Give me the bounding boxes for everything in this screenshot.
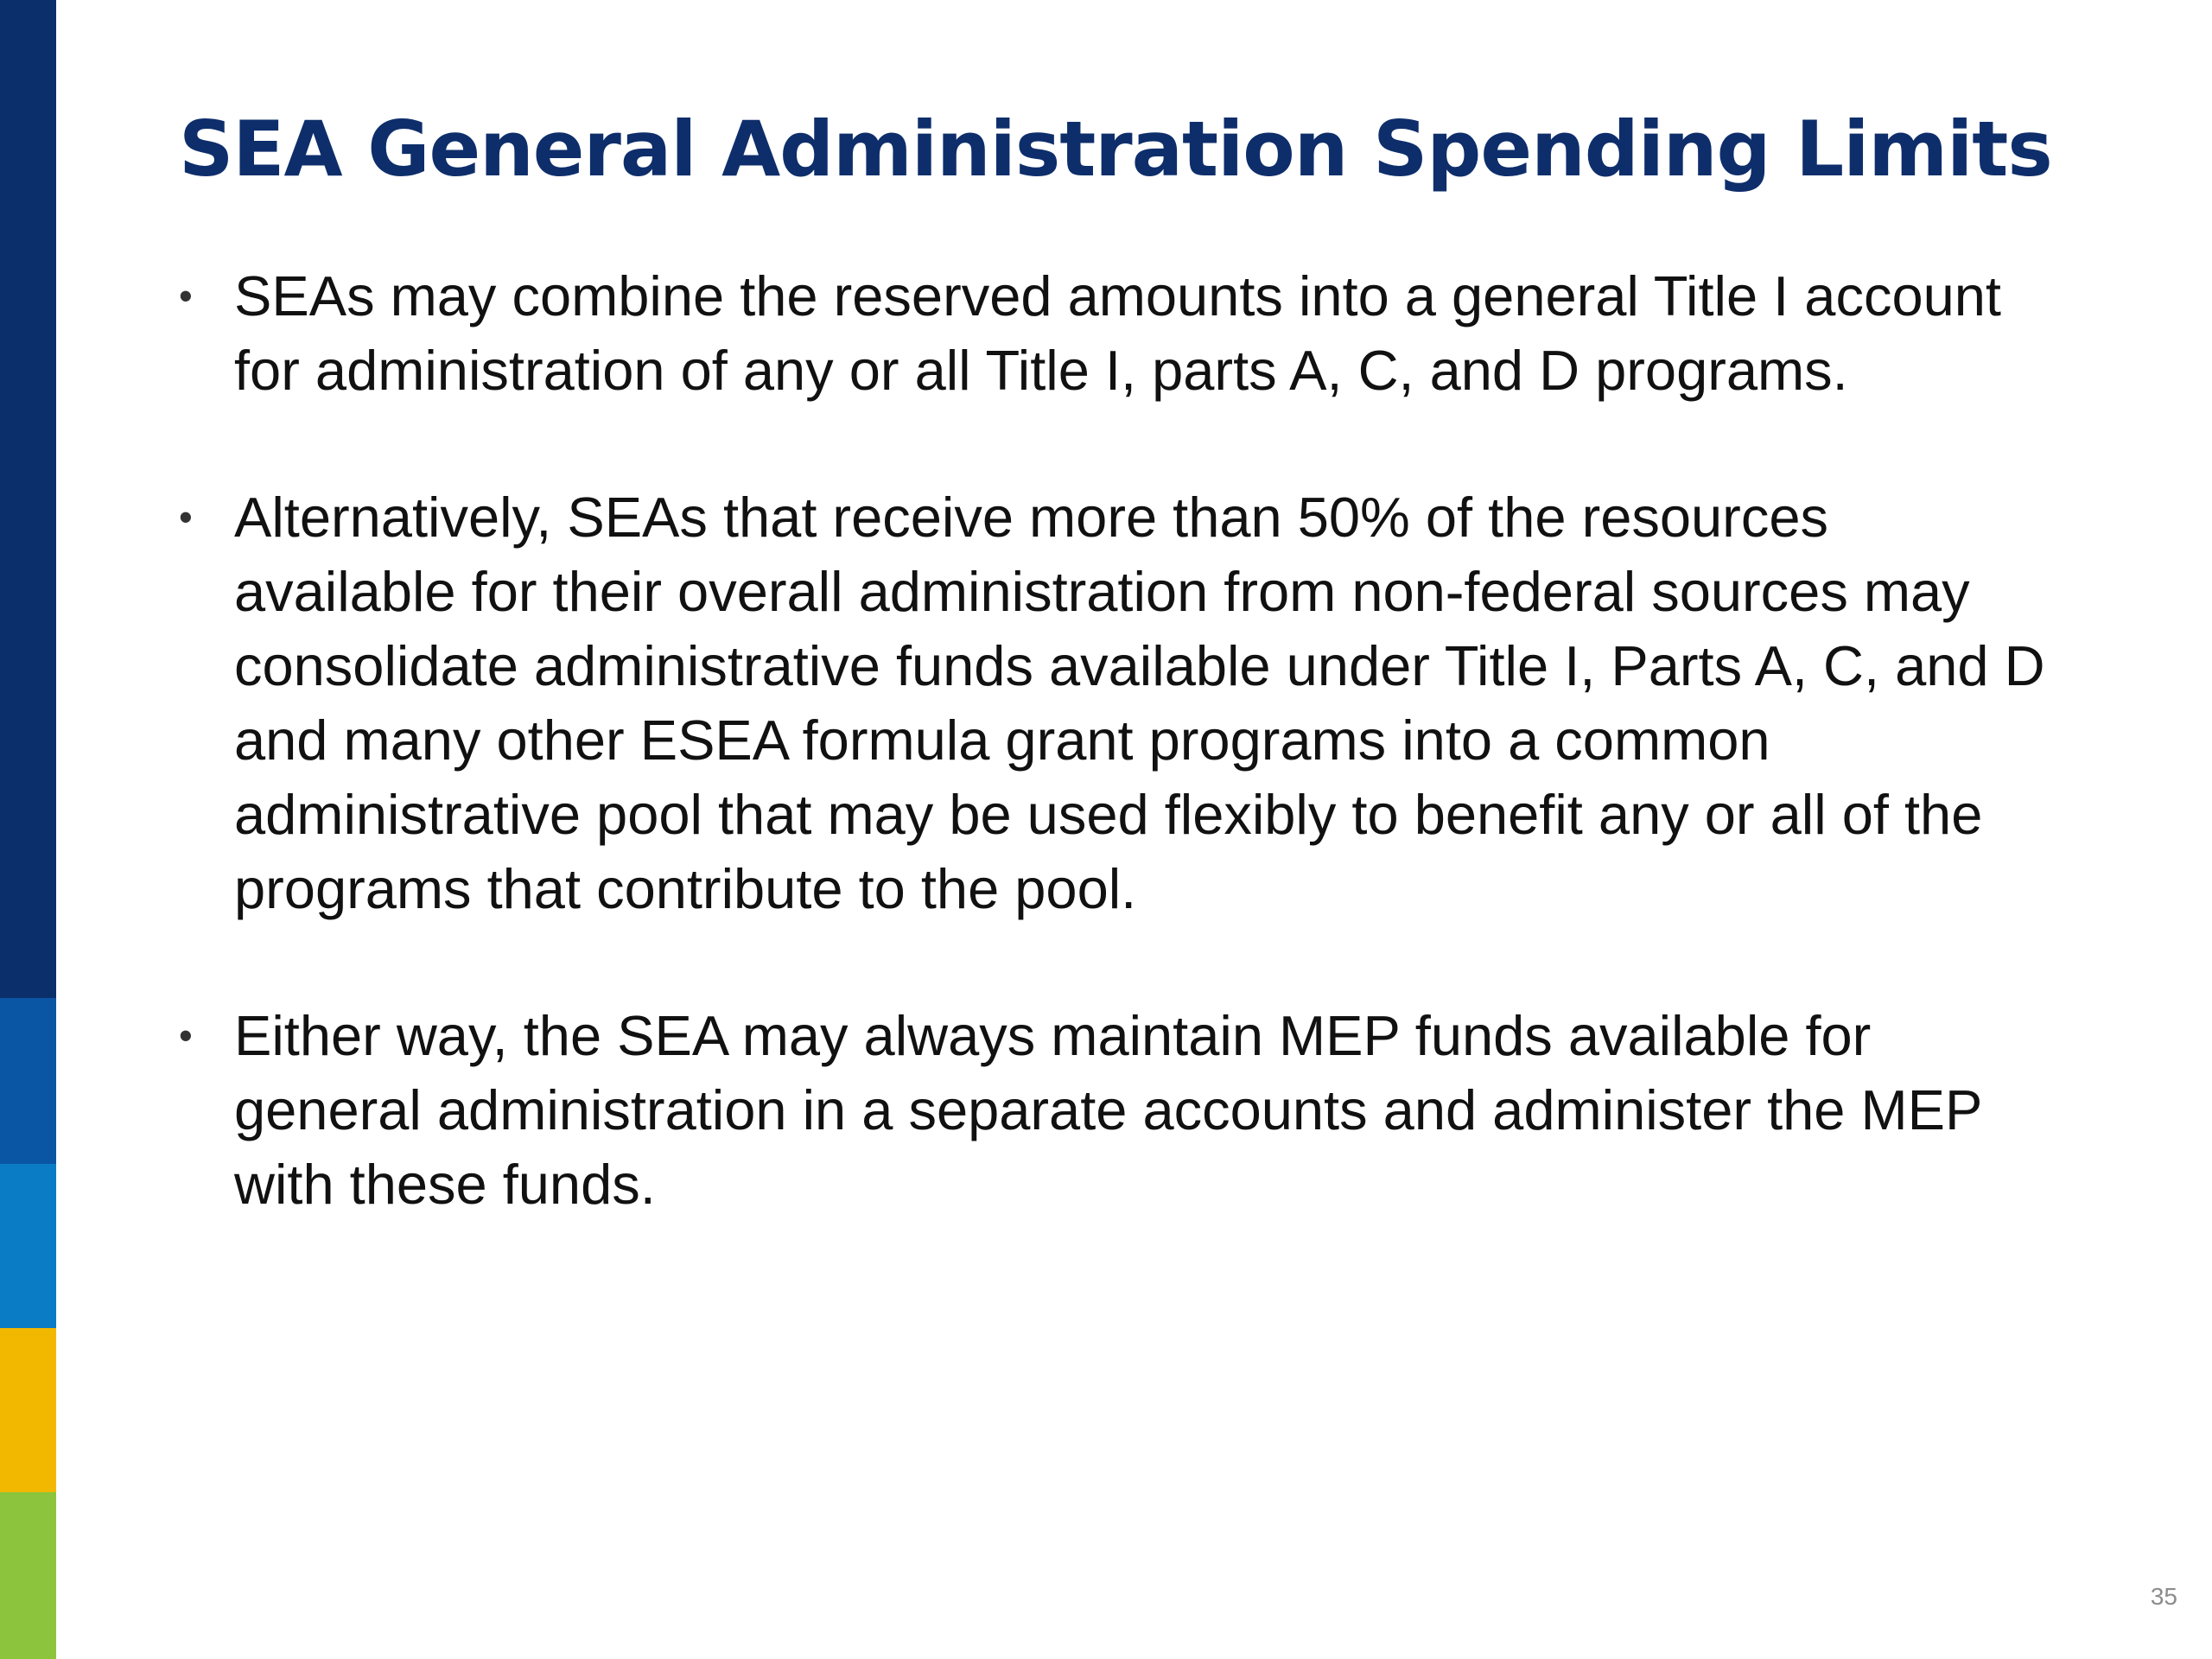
side-bar-blue-segment bbox=[0, 998, 56, 1164]
page-number: 35 bbox=[2150, 1583, 2177, 1610]
bullet-icon: • bbox=[179, 1014, 193, 1058]
bullet-text: Either way, the SEA may always maintain MEP funds available for general administration in a separate accounts and administer the MEP with these funds. bbox=[234, 1004, 1982, 1216]
bullet-list bbox=[179, 259, 2063, 1222]
bullet-item bbox=[179, 259, 2063, 408]
bullet-text: SEAs may combine the reserved amounts into a general Title I account for administration of any or all Title I, parts A, C, and D programs. bbox=[234, 264, 2001, 402]
side-bar-green-segment bbox=[0, 1492, 56, 1659]
side-bar-light-blue-segment bbox=[0, 1164, 56, 1328]
side-bar-yellow-segment bbox=[0, 1328, 56, 1492]
bullet-icon: • bbox=[179, 274, 193, 318]
side-bar-navy-segment bbox=[0, 0, 56, 998]
bullet-item bbox=[179, 999, 2063, 1222]
bullet-text: Alternatively, SEAs that receive more than 50% of the resources available for their overall administration from non-federal sources may consolidate administrative funds available under Title I, Parts A, C, and D and many other ESEA formula grant programs into a common administrative pool that may be used flexibly to benefit any or all of the programs that contribute to the pool. bbox=[234, 486, 2045, 920]
side-color-bar bbox=[0, 0, 56, 1659]
bullet-item bbox=[179, 480, 2063, 926]
slide-title: SEA General Administration Spending Limits bbox=[179, 105, 2052, 194]
bullet-icon: • bbox=[179, 495, 193, 539]
